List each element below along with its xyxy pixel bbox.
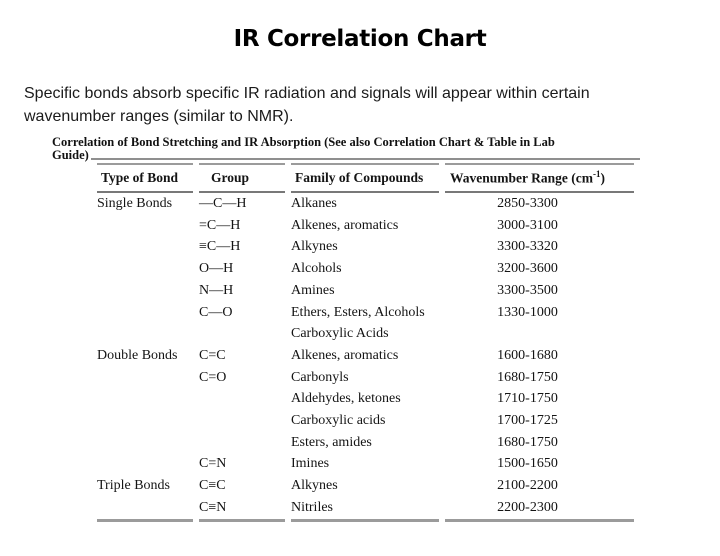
col-header-wavenumber-range: [445, 163, 634, 193]
table-row: [97, 367, 634, 389]
intro-text: [24, 82, 590, 128]
family-cell: Alkenes, aromatics: [291, 217, 399, 233]
family-cell: Nitriles: [291, 497, 439, 522]
bond-type-cell: Single Bonds: [97, 196, 173, 211]
wavenumber-range-cell: 1600-1680: [497, 347, 558, 363]
intro-line-1: Specific bonds absorb specific IR radiation and signals will appear within certain: [24, 85, 590, 102]
family-line-2: Carboxylic Acids: [291, 326, 389, 342]
caption-line-2: Guide): [52, 148, 89, 162]
bond-type-cell: Triple Bonds: [97, 478, 171, 494]
family-cell: Aldehydes, ketones: [291, 391, 401, 407]
caption-line-1: Correlation of Bond Stretching and IR Absorption (See also Correlation Chart & Table in Lab: [52, 135, 555, 149]
group-cell: —C—H: [199, 196, 247, 211]
caption-underline-rule: [91, 158, 640, 160]
table-row: [97, 497, 634, 522]
wavenumber-range-cell: 1500-1650: [497, 456, 558, 472]
table-row: [97, 475, 634, 497]
wavenumber-range-cell: 2100-2200: [497, 478, 558, 494]
table-header: [97, 163, 634, 193]
family-cell: Alkanes: [291, 196, 337, 211]
bond-type-cell: [97, 280, 193, 302]
bond-type-cell: [97, 388, 193, 410]
wavenumber-range-cell: 2200-2300: [445, 497, 634, 522]
table-row: [97, 432, 634, 454]
wavenumber-range-cell: 1680-1750: [497, 369, 558, 385]
family-cell: Amines: [291, 282, 335, 298]
wavenumber-range-cell: 3300-3500: [497, 282, 558, 298]
group-cell: C=N: [199, 456, 227, 472]
wavenumber-range-cell: 2850-3300: [497, 196, 558, 211]
group-cell: O—H: [199, 261, 234, 277]
group-cell: C≡N: [199, 497, 285, 522]
table-row: [97, 345, 634, 367]
wavenumber-header-superscript: -1: [593, 169, 601, 180]
header-row: [97, 163, 634, 193]
wavenumber-range-cell: 3000-3100: [497, 217, 558, 233]
bond-type-cell: [97, 215, 193, 237]
group-cell: [199, 432, 285, 454]
bond-type-cell: [97, 236, 193, 258]
bond-type-cell: [97, 302, 193, 345]
table-row: [97, 236, 634, 258]
wavenumber-header-prefix: Wavenumber Range (cm: [450, 170, 593, 186]
table-row: [97, 215, 634, 237]
table-row: [97, 388, 634, 410]
wavenumber-range-cell: 3300-3320: [497, 239, 558, 255]
family-cell: Carbonyls: [291, 369, 349, 385]
table-row: [97, 453, 634, 475]
wavenumber-range-cell: 1680-1750: [497, 434, 558, 450]
group-cell: C—O: [199, 304, 233, 320]
family-cell: Alkenes, aromatics: [291, 347, 399, 363]
table-row: [97, 302, 634, 345]
family-cell: [291, 302, 439, 345]
family-cell: Carboxylic acids: [291, 413, 386, 429]
bond-type-cell: [97, 497, 193, 522]
bond-type-cell: Double Bonds: [97, 347, 178, 363]
wavenumber-range-cell: 1710-1750: [497, 391, 558, 407]
wavenumber-range-cell: 1700-1725: [497, 413, 558, 429]
table-row: [97, 258, 634, 280]
table-row: [97, 410, 634, 432]
table-row: [97, 280, 634, 302]
family-line-1: Ethers, Esters, Alcohols: [291, 304, 425, 320]
group-cell: C=C: [199, 347, 226, 363]
bond-type-cell: [97, 453, 193, 475]
col-header-type-of-bond: Type of Bond: [97, 163, 193, 193]
group-cell: C≡C: [199, 478, 226, 494]
group-cell: N—H: [199, 282, 234, 298]
family-cell: Esters, amides: [291, 434, 372, 450]
group-cell: [199, 388, 285, 410]
wavenumber-range-cell: 1330-1000: [497, 304, 558, 320]
group-cell: =C—H: [199, 217, 241, 233]
family-cell: Alcohols: [291, 261, 342, 277]
wavenumber-range-cell: 3200-3600: [497, 261, 558, 277]
ir-correlation-table: [91, 163, 640, 522]
wavenumber-header-suffix: ): [600, 170, 605, 186]
family-cell: Alkynes: [291, 478, 338, 494]
bond-type-cell: [97, 410, 193, 432]
col-header-family-of-compounds: Family of Compounds: [291, 163, 439, 193]
bond-type-cell: [97, 367, 193, 389]
group-cell: ≡C—H: [199, 239, 241, 255]
intro-line-2: wavenumber ranges (similar to NMR).: [24, 108, 294, 125]
family-cell: Imines: [291, 456, 330, 472]
col-header-group: Group: [199, 163, 285, 193]
slide-title: IR Correlation Chart: [233, 26, 487, 52]
bond-type-cell: [97, 258, 193, 280]
bond-type-cell: [97, 432, 193, 454]
group-cell: [199, 410, 285, 432]
family-cell: Alkynes: [291, 239, 338, 255]
group-cell: C=O: [199, 369, 227, 385]
table-body: [97, 193, 634, 522]
table-row: [97, 193, 634, 215]
